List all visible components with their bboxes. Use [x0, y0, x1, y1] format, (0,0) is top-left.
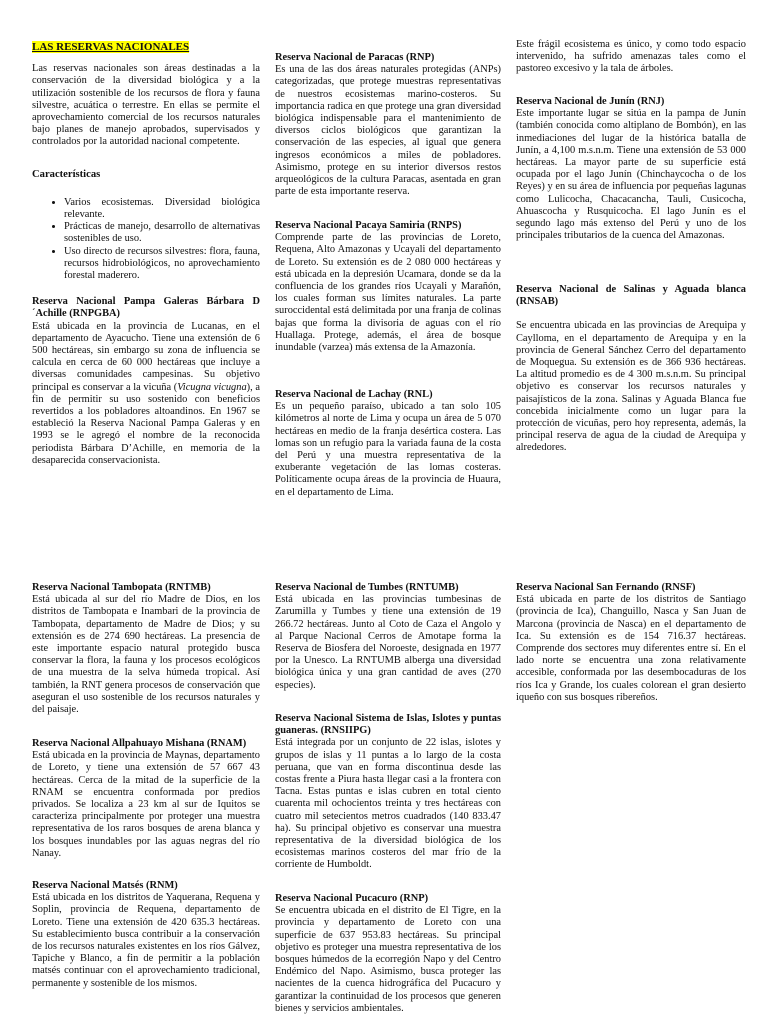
section-lachay: [275, 389, 501, 499]
section-text: Este importante lugar se sitúa en la pampa de Junín (también conocida como altiplano de Bombón), en las inmediaciones del lugar de la histórica batalla de Junín, a 4,100 m.s.n.m. Tiene una extensión de 53 000 hectáreas. La mayor parte de su superficie está ocupada por el lago Junín (Chinchaycocha o de los Reyes) y en su área de influencia por pequeñas lagunas como Lulicocha, Chacacancha, Tauli, Cusicocha, Ahuascocha y Rusquicocha. El lago Junín es el segundo lago más extenso del Perú y uno de los principales tributarios de la cuenca del Amazonas.: [516, 108, 746, 242]
section-tambopata: [32, 582, 260, 716]
section-heading: Reserva Nacional Matsés (RNM): [32, 880, 178, 891]
section-text: Está ubicada en los distritos de Yaquerana, Requena y Soplin, provincia de Requena, departamento de Loreto. Tiene una extensión de 420 635.3 hectáreas. Su establecimiento busca contribuir a la conservación de los recursos naturales existentes en los ríos Gálvez, Tapiche y Blanco, a fin de permitir a la población matsés continuar con el aprovechamiento tradicional, permanente y sostenible de los mismos.: [32, 892, 260, 989]
section-heading: Reserva Nacional Tambopata (RNTMB): [32, 582, 211, 593]
list-item: • Uso directo de recursos silvestres: flora, fauna, recursos hidrobiológicos, no aprovechamiento forestal maderero.: [64, 246, 260, 283]
list-item: • Varios ecosistemas. Diversidad biológica relevante.: [64, 197, 260, 221]
section-text: Es un pequeño paraíso, ubicado a tan solo 105 kilómetros al norte de Lima y ocupa un área de 5 070 hectáreas en medio de la franja desértica costera. Las lomas son un refugio para la variada fauna de la costa del Perú y una muestra representativa de la exuberante vegetación de las lomas costeras. Políticamente ocupa áreas de la provincia de Huaura, en el departamento de Lima.: [275, 401, 501, 498]
section-text: Comprende parte de las provincias de Loreto, Requena, Alto Amazonas y Ucayali del departamento de Loreto. Su extensión es de 2 080 000 hectáreas y está ubicada en la depresión Ucamara, donde se da la confluencia de los grandes ríos Ucayali y Marañón, los cuales forman sus límites naturales. La parte suroccidental está delimitada por una franja de colinas bajas que forma la divisoria de aguas con el río Huallaga. Protege, además, el área de bosque inundable (varzea) más extensa de la Amazonía.: [275, 232, 501, 354]
section-text: Está ubicada en parte de los distritos de Santiago (provincia de Ica), Changuillo, Nasca y San Juan de Marcona (provincia de Nasca) en el departamento de Ica. Su extensión es de 154 716.37 hectáreas. Comprende dos sectores muy diferentes entre sí. En el lado norte se encuentra una zona relativamente accesible, conformada por las desembocaduras de los ríos Ica y Grande, los cuales colorean el gran desierto iqueño con sus bosques ribereños.: [516, 594, 746, 703]
column-1: [32, 0, 260, 1024]
characteristics-title: Características: [32, 168, 101, 180]
section-heading: Reserva Nacional de Tumbes (RNTUMB): [275, 582, 459, 593]
section-heading: Reserva Nacional Pampa Galeras Bárbara D´Achille (RNPGBA): [32, 296, 260, 320]
section-text: Se encuentra ubicada en las provincias de Arequipa y Caylloma, en el departamento de Arequipa y en la provincia de General Sánchez Cerro del departamento de Moquegua. Su extensión es de 366 936 hectáreas. La altitud promedio es de 4 300 m.s.n.m. Su principal objetivo es conservar los recursos naturales y paisajísticos de la zona. Salinas y Aguada Blanca fue concebida inicialmente como un lugar para la protección de vicuñas, pero hoy representa, además, la principal reserva de agua de la ciudad de Arequipa y alrededores.: [516, 320, 746, 454]
section-pucacuro: [275, 893, 501, 1015]
section-heading: Reserva Nacional San Fernando (RNSF): [516, 582, 696, 593]
section-text: Está integrada por un conjunto de 22 islas, islotes y grupos de islas y 11 puntas a lo largo de la costa peruana, que van en forma discontinua desde las costas frente a Piura hasta llegar casi a la frontera con Tacna. Estas puntas e islas cubren en total ciento cuarenta mil ochocientos treinta y tres hectáreas con cuatro mil setecientos metros cuadrados (140 833.47 ha). Su principal objetivo es conservar una muestra representativa de la diversidad biológica de los ecosistemas marinos costeros del mar frío de la corriente de Humboldt.: [275, 737, 501, 871]
text-part: Está ubicada en la provincia de Lucanas, en el departamento de Ayacucho. Tiene una extensión de 6 500 hectáreas, sin embargo su zona de influencia se calcula en cerca de 60 000 hectáreas que incluye a diversas comunidades campesinas. Su objetivo principal es conservar a la vicuña (: [32, 320, 260, 393]
section-lachay-continued: [516, 39, 746, 76]
document-title: [32, 0, 260, 53]
column-3: [516, 0, 746, 1024]
section-heading: Reserva Nacional Sistema de Islas, Islotes y puntas guaneras. (RNSIIPG): [275, 713, 501, 737]
section-islas: [275, 713, 501, 872]
text-part: ), a fin de permitir su uso sostenido con beneficios revertidos a los pobladores altoandinos. En 1967 se estableció la Reserva Nacional Pampa Galeras y en 1993 se le agregó el nombre de la reconocida periodista Bárbara D’Achille, en memoria de la desaparecida conservacionista.: [32, 381, 260, 466]
section-heading: Reserva Nacional de Paracas (RNP): [275, 52, 435, 63]
section-san-fernando: [516, 582, 746, 704]
section-heading: Reserva Nacional de Salinas y Aguada blanca (RNSAB): [516, 284, 746, 308]
section-text: Se encuentra ubicada en el distrito de El Tigre, en la provincia y departamento de Loreto con una superficie de 637 953.83 hectáreas. Su principal objetivo es proteger una muestra representativa de los bosques húmedos de la ecorregión Napo y del Centro Endémico del Napo. Asimismo, busca proteger las nacientes de la cuenca hidrográfica del Pucacuro y garantizar la continuidad de los procesos que generen bienes y servicios ambientales.: [275, 905, 501, 1014]
section-text: [32, 321, 260, 467]
section-tumbes: [275, 582, 501, 692]
column-2: [275, 0, 501, 1024]
section-allpahuayo: [32, 738, 260, 860]
section-text: Está ubicada en la provincia de Maynas, departamento de Loreto, y tiene una extensión de 57 667 43 hectáreas. Cerca de la mitad de la superficie de la RNAM se encuentra conformada por predios privados. Se localiza a 23 km al sur de Iquitos se caracteriza principalmente por proteger una muestra representativa de los raros bosques de arena blanca y los bosques inundables por las aguas negras del río Nanay.: [32, 750, 260, 859]
section-salinas: [516, 284, 746, 455]
section-text: Está ubicada al sur del río Madre de Dios, en los distritos de Tambopata e Inambari de la provincia de Tambopata, departamento de Madre de Dios; y su extensión es de 274 690 hectáreas. La presencia de este importante espacio natural protegido busca conservar la flora, la fauna y los procesos ecológicos de una muestra de la selva húmeda tropical. Así también, la RNT genera procesos de conservación que aseguran el uso sostenible de los recursos naturales y del paisaje.: [32, 594, 260, 716]
section-text: Es una de las dos áreas naturales protegidas (ANPs) categorizadas, que protege muestras representativas de nuestros ecosistemas marino-costeros. Su importancia radica en que protege una gran diversidad biológica indispensable para el mantenimiento de diversos ciclos biológicos que garantizan la conservación de las especies, al igual que genera ingresos económicos a miles de pobladores. Asimismo, protege en su interior diversos restos arqueológicos de la cultura Paracas, asentada en gran parte de esta importante reserva.: [275, 64, 501, 198]
species-name: Vicugna vicugna: [177, 381, 247, 393]
intro-paragraph: Las reservas nacionales son áreas destinadas a la conservación de la diversidad biológica y a la utilización sostenible de los recursos de flora y fauna silvestre, acuática o terrestre. En ellas se permite el aprovechamiento comercial de los recursos naturales bajo planes de manejo aprobados, supervisados y controlados por la autoridad nacional competente.: [32, 63, 260, 148]
section-paracas: [275, 52, 501, 198]
section-matses: [32, 880, 260, 990]
section-pampa-galeras: [32, 296, 260, 467]
section-heading: Reserva Nacional de Junín (RNJ): [516, 96, 665, 107]
section-heading: Reserva Nacional Pucacuro (RNP): [275, 893, 429, 904]
section-text: Este frágil ecosistema es único, y como todo espacio intervenido, ha sufrido amenazas tales como el pastoreo excesivo y la tala de árboles.: [516, 39, 746, 75]
section-pacaya-samiria: [275, 220, 501, 354]
characteristics-list: [32, 197, 260, 282]
section-text: Está ubicada en las provincias tumbesinas de Zarumilla y Tumbes y tiene una extensión de 19 266.72 hectáreas. Junto al Coto de Caza el Angolo y al Parque Nacional Cerros de Amotape forma la Reserva de Biosfera del Noroeste, designada en 1977 por la Unesco. La RNTUMB alberga una diversidad biológica única y una gran cantidad de aves (270 especies).: [275, 594, 501, 691]
section-heading: Reserva Nacional de Lachay (RNL): [275, 389, 433, 400]
list-item: • Prácticas de manejo, desarrollo de alternativas sostenibles de uso.: [64, 221, 260, 245]
document-title-text: LAS RESERVAS NACIONALES: [32, 41, 190, 53]
section-heading: Reserva Nacional Pacaya Samiria (RNPS): [275, 220, 462, 231]
section-heading: Reserva Nacional Allpahuayo Mishana (RNAM): [32, 738, 247, 749]
section-junin: [516, 96, 746, 242]
